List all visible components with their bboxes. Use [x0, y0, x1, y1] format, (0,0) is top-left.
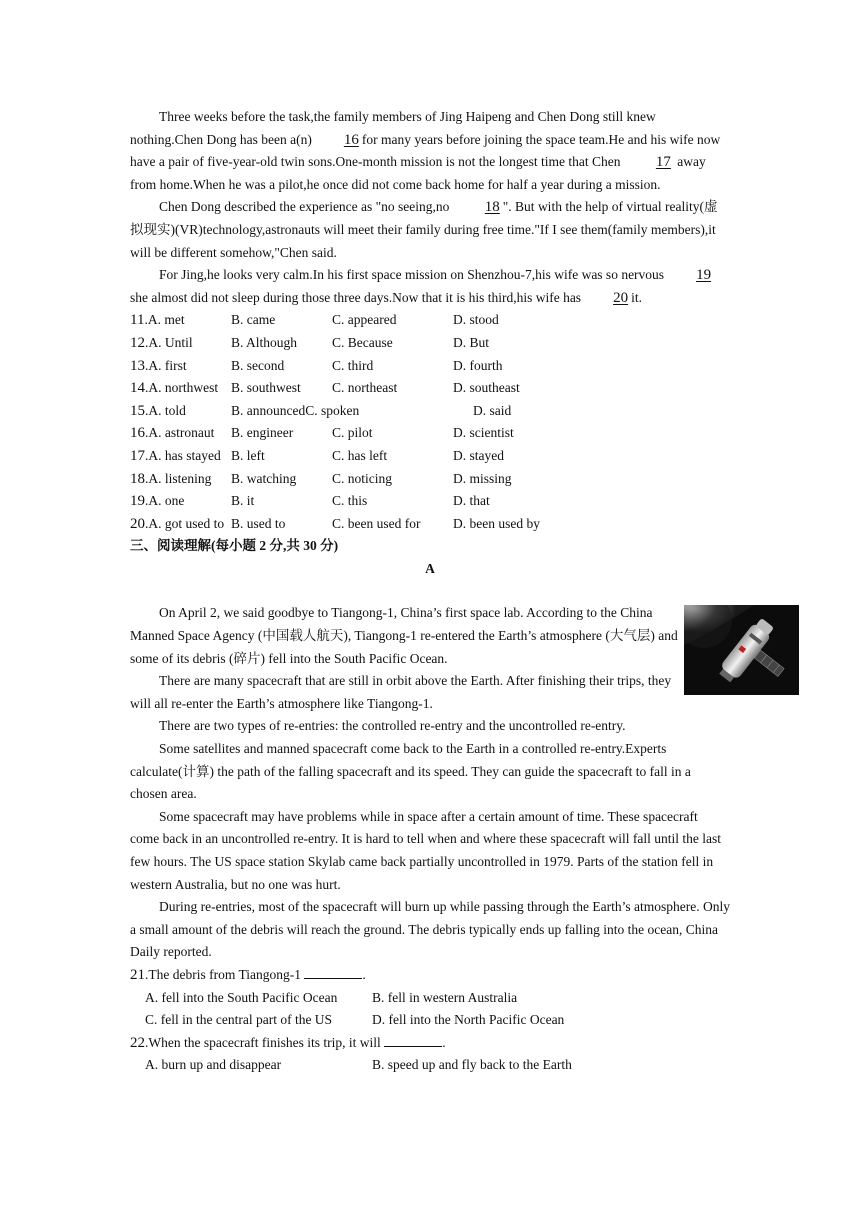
question-number: 22 [130, 1034, 145, 1051]
option-row [130, 400, 730, 423]
option-a: .A. has stayed [145, 447, 221, 463]
question-number: 13 [130, 357, 145, 374]
option-d: D. missing [453, 470, 512, 486]
choice-a: A. fell into the South Pacific Ocean [145, 989, 338, 1005]
option-c: C. has left [332, 447, 388, 463]
options-list [130, 309, 730, 535]
option-a: .A. met [144, 312, 185, 328]
spacer [130, 580, 730, 602]
question-number: 17 [130, 447, 145, 464]
option-c: C. northeast [332, 380, 398, 396]
question-number: 11 [130, 312, 145, 329]
option-d: D. that [453, 493, 490, 509]
question-number: 21 [130, 966, 145, 983]
option-c: C. this [332, 493, 368, 509]
option-a: .A. listening [145, 470, 212, 486]
blank-20: 20 [613, 289, 629, 306]
option-row [130, 332, 730, 355]
option-b: B. announcedC. spoken [231, 402, 360, 418]
question-number: 19 [130, 493, 145, 510]
option-b: B. it [231, 493, 255, 509]
option-d: D. stood [453, 312, 499, 328]
choice-c: C. fell in the central part of the US [145, 1012, 333, 1028]
blank-16: 16 [343, 131, 359, 148]
option-b: B. watching [231, 470, 297, 486]
option-b: B. used to [231, 515, 286, 531]
option-b: B. southwest [231, 380, 301, 396]
option-row [130, 355, 730, 378]
option-c: C. appeared [332, 312, 397, 328]
option-d: D. southeast [453, 380, 520, 396]
question-stem: .When the spacecraft finishes its trip, it will [145, 1034, 385, 1050]
option-b: B. engineer [231, 425, 294, 441]
option-c: C. third [332, 357, 374, 373]
text: for many years before joining the space team.He and his wife now have a pair of five-year-old twin sons.One-month mission is not the longest time that Chen [130, 131, 721, 170]
option-row [130, 377, 730, 400]
option-row [130, 445, 730, 468]
option-a: .A. told [145, 402, 186, 418]
passage-paragraph: On April 2, we said goodbye to Tiangong-1, China’s first space lab. According to the China Manned Space Agency (中国载人航天), Tiangong-1 re-entered the Earth’s atmosphere (大气层) and some of its debris (碎片) fell into the South Pacific Ocean. [130, 605, 678, 666]
question-number: 12 [130, 334, 145, 351]
option-d: D. fourth [453, 357, 503, 373]
text: it. [631, 289, 642, 305]
question-stem: .The debris from Tiangong-1 [145, 966, 305, 982]
option-row [130, 422, 730, 445]
option-c: C. pilot [332, 425, 373, 441]
passage-paragraph: Some spacecraft may have problems while in space after a certain amount of time. These spacecraft come back in an uncontrolled re-entry. It is hard to tell when and where these spacecraft will fall until the last few hours. The US space station Skylab came back partially uncontrolled in 1979. Parts of the station fell in western Australia, but no one was hurt. [130, 808, 722, 892]
document-page [130, 106, 730, 1077]
option-d: D. But [453, 334, 490, 350]
text: ". But with the help of virtual reality(虚拟现实)(VR)technology,astronauts will meet their family during free time."If I see them(family members),it will be different somehow,"Chen said. [130, 199, 718, 260]
blank-18: 18 [484, 199, 500, 216]
answer-blank [384, 1032, 442, 1047]
cloze-paragraph-1 [130, 106, 730, 196]
option-b: B. left [231, 447, 265, 463]
passage-paragraph: There are many spacecraft that are still in orbit above the Earth. After finishing their trips, they will all re-enter the Earth’s atmosphere like Tiangong-1. [130, 673, 672, 711]
text: she almost did not sleep during those three days.Now that it is his third,his wife has [130, 289, 582, 305]
option-d: D. been used by [453, 515, 540, 531]
answer-blank [304, 964, 362, 979]
spacecraft-image [684, 605, 799, 695]
option-a: .A. one [145, 493, 185, 509]
option-a: .A. northwest [145, 380, 219, 396]
passage-paragraph: Some satellites and manned spacecraft come back to the Earth in a controlled re-entry.Experts calculate(计算) the path of the falling spacecraft and its speed. They can guide the spacecraft to fall in a chosen area. [130, 741, 691, 802]
question-number: 15 [130, 402, 145, 419]
question-number: 20 [130, 515, 145, 532]
passage-paragraph: During re-entries, most of the spacecraft will burn up while passing through the Earth’s atmosphere. Only a small amount of the debris will reach the ground. The debris typically ends up falling into the ocean, China Daily reported. [130, 899, 730, 960]
text: For Jing,he looks very calm.In his first space mission on Shenzhou-7,his wife was so nervous [159, 267, 665, 283]
option-a: .A. astronaut [145, 425, 215, 441]
answer-row [130, 987, 730, 1010]
answer-row [130, 1009, 730, 1032]
option-row [130, 490, 730, 513]
text: away from home.When he was a pilot,he once did not come back home for half a year during a mission. [130, 154, 706, 192]
question-number: 16 [130, 425, 145, 442]
option-d: D. stayed [453, 447, 504, 463]
option-a: .A. got used to [145, 515, 225, 531]
section-heading: 三、阅读理解(每小题 2 分,共 30 分) [130, 538, 339, 554]
option-c: C. Because [332, 334, 393, 350]
option-d: D. scientist [453, 425, 514, 441]
passage-label: A [425, 560, 435, 576]
option-b: B. Although [231, 334, 298, 350]
choice-b: B. speed up and fly back to the Earth [372, 1057, 572, 1073]
question-number: 14 [130, 380, 145, 397]
question-number: 18 [130, 470, 145, 487]
option-row [130, 309, 730, 332]
cloze-paragraph-3 [130, 264, 730, 309]
question-21: 21.The debris from Tiangong-1 . [130, 964, 730, 987]
option-b: B. came [231, 312, 276, 328]
question-22: 22.When the spacecraft finishes its trip, it will . [130, 1032, 730, 1055]
choice-a: A. burn up and disappear [145, 1057, 282, 1073]
text: Three weeks before the task,the family members of Jing Haipeng and Chen Dong still knew nothing.Chen Dong has been a(n) [130, 109, 656, 147]
option-a: .A. Until [145, 334, 193, 350]
answer-row [130, 1054, 730, 1077]
choice-d: D. fell into the North Pacific Ocean [372, 1012, 565, 1028]
option-c: C. noticing [332, 470, 392, 486]
option-d: D. said [473, 402, 512, 418]
option-row [130, 468, 730, 491]
passage-paragraph: There are two types of re-entries: the controlled re-entry and the uncontrolled re-entry. [159, 718, 626, 734]
passage [130, 602, 730, 964]
choice-b: B. fell in western Australia [372, 989, 518, 1005]
blank-19: 19 [696, 267, 712, 284]
option-a: .A. first [145, 357, 187, 373]
option-row [130, 513, 730, 536]
cloze-paragraph-2 [130, 196, 730, 264]
option-b: B. second [231, 357, 285, 373]
option-c: C. been used for [332, 515, 421, 531]
text: Chen Dong described the experience as "no seeing,no [159, 199, 453, 215]
blank-17: 17 [655, 154, 671, 171]
